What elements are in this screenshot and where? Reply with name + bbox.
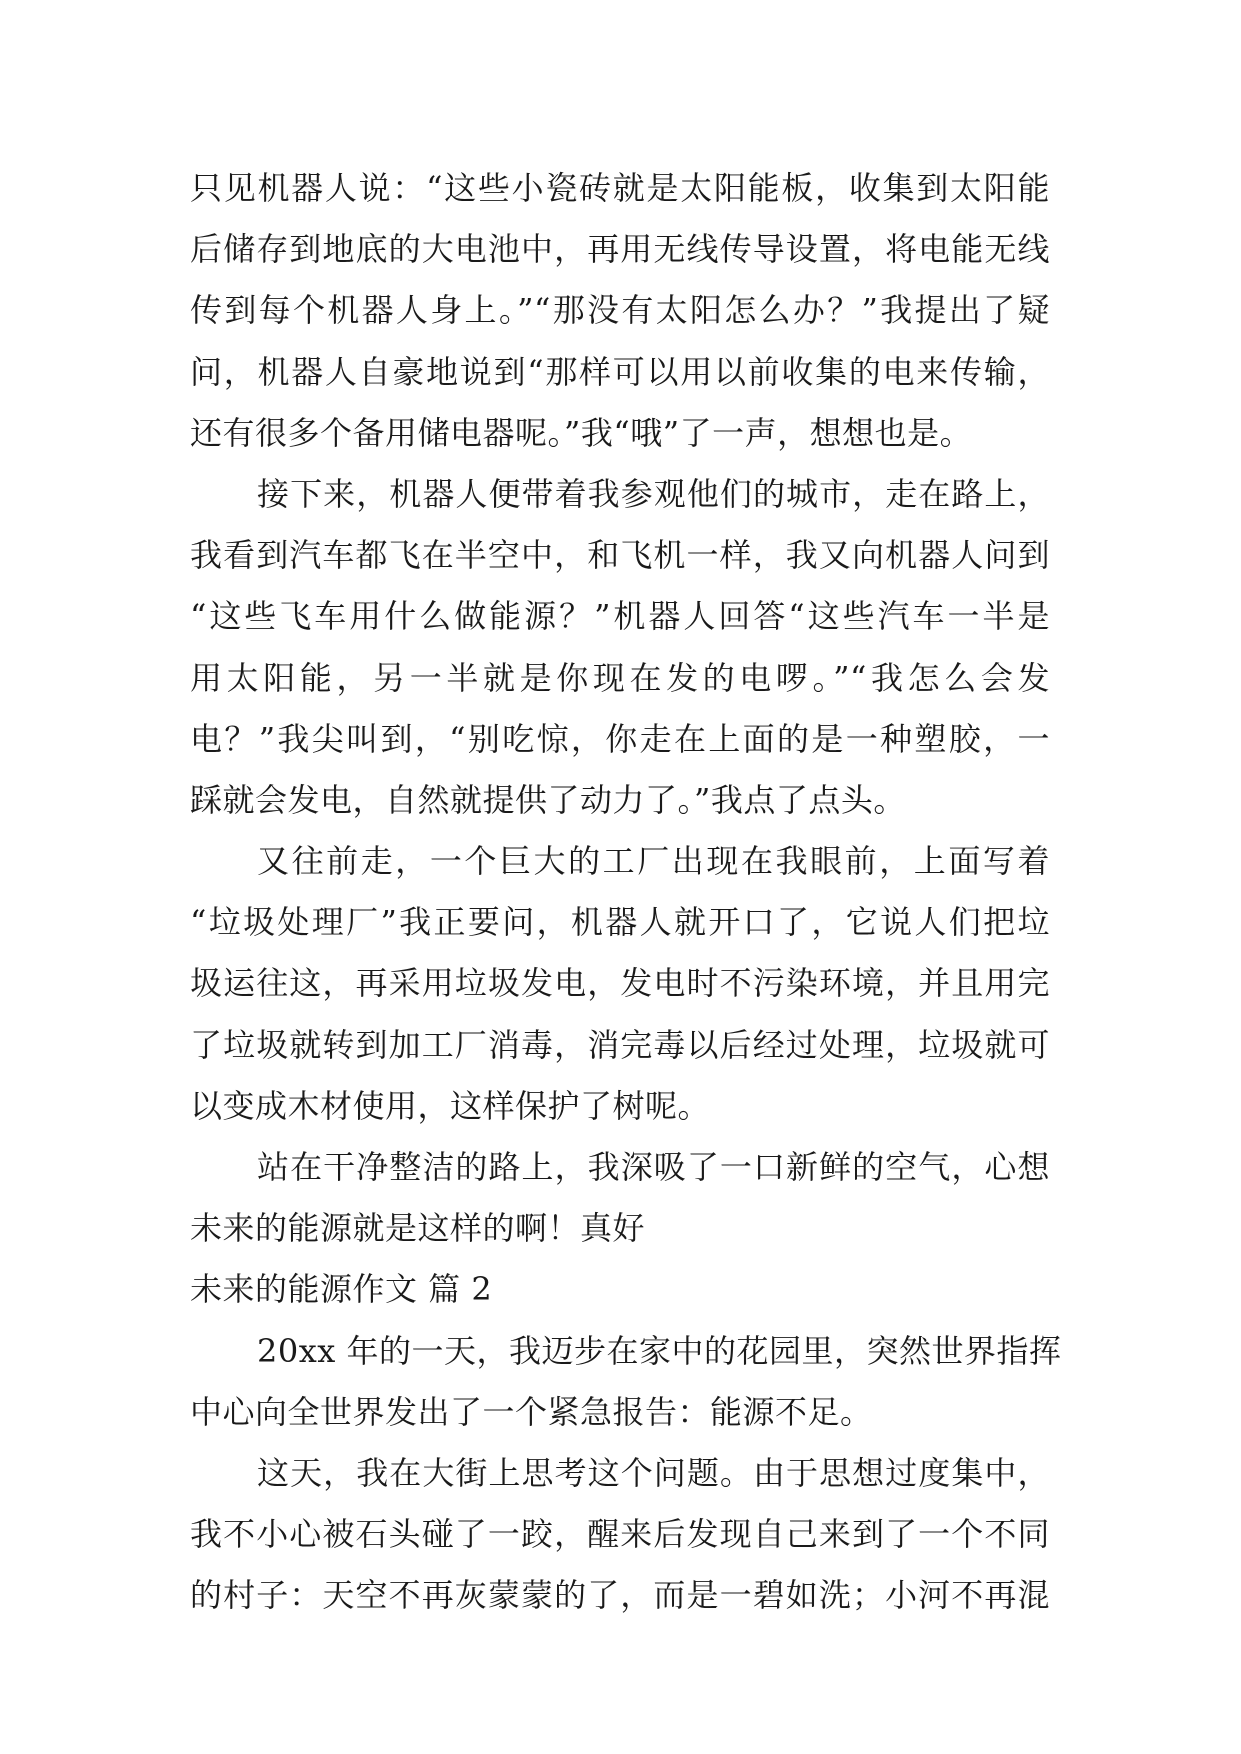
- text-line: 又往前走，一个巨大的工厂出现在我眼前，上面写着: [257, 842, 1050, 881]
- text-line: 20xx 年的一天，我迈步在家中的花园里，突然世界指挥: [257, 1331, 1062, 1370]
- text-line: 传到每个机器人身上。”“那没有太阳怎么办？”我提出了疑: [190, 291, 1050, 330]
- text-line: 问，机器人自豪地说到“那样可以用以前收集的电来传输，: [190, 352, 1050, 391]
- section-heading: 未来的能源作文 篇 2: [190, 1270, 493, 1309]
- text-line: 用太阳能，另一半就是你现在发的电啰。”“我怎么会发: [190, 658, 1050, 697]
- text-line: 我看到汽车都飞在半空中，和飞机一样，我又向机器人问到: [190, 536, 1050, 575]
- text-line: 以变成木材使用，这样保护了树呢。: [190, 1086, 711, 1125]
- paragraph: [190, 831, 1050, 1137]
- text-line: 圾运往这，再采用垃圾发电，发电时不污染环境，并且用完: [190, 964, 1050, 1003]
- document-page: [190, 158, 1062, 1627]
- text-line: 的村子：天空不再灰蒙蒙的了，而是一碧如洗；小河不再混: [190, 1576, 1050, 1615]
- text-line: “这些飞车用什么做能源？”机器人回答“这些汽车一半是: [190, 597, 1050, 636]
- text-line: 我不小心被石头碰了一跤，醒来后发现自己来到了一个不同: [190, 1515, 1050, 1554]
- text-line: “垃圾处理厂”我正要问，机器人就开口了，它说人们把垃: [190, 903, 1050, 942]
- paragraph: [190, 1321, 1062, 1443]
- paragraph: [190, 158, 1050, 464]
- paragraph: [190, 1137, 1050, 1259]
- text-line: 踩就会发电，自然就提供了动力了。”我点了点头。: [190, 780, 906, 819]
- paragraph: [190, 464, 1050, 831]
- text-line: 电？”我尖叫到，“别吃惊，你走在上面的是一种塑胶，一: [190, 719, 1050, 758]
- text-line: 中心向全世界发出了一个紧急报告：能源不足。: [190, 1392, 873, 1431]
- text-line: 接下来，机器人便带着我参观他们的城市，走在路上，: [257, 474, 1050, 513]
- text-line: 只见机器人说：“这些小瓷砖就是太阳能板，收集到太阳能: [190, 169, 1050, 207]
- text-line: 了垃圾就转到加工厂消毒，消完毒以后经过处理，垃圾就可: [190, 1025, 1050, 1064]
- text-line: 这天，我在大街上思考这个问题。由于思想过度集中，: [257, 1453, 1050, 1492]
- text-line: 后储存到地底的大电池中，再用无线传导设置，将电能无线: [190, 230, 1050, 269]
- text-line: 站在干净整洁的路上，我深吸了一口新鲜的空气，心想: [257, 1148, 1050, 1186]
- text-line: 未来的能源就是这样的啊！真好: [190, 1209, 646, 1248]
- text-line: 还有很多个备用储电器呢。”我“哦”了一声，想想也是。: [190, 413, 973, 452]
- paragraph: [190, 1443, 1050, 1627]
